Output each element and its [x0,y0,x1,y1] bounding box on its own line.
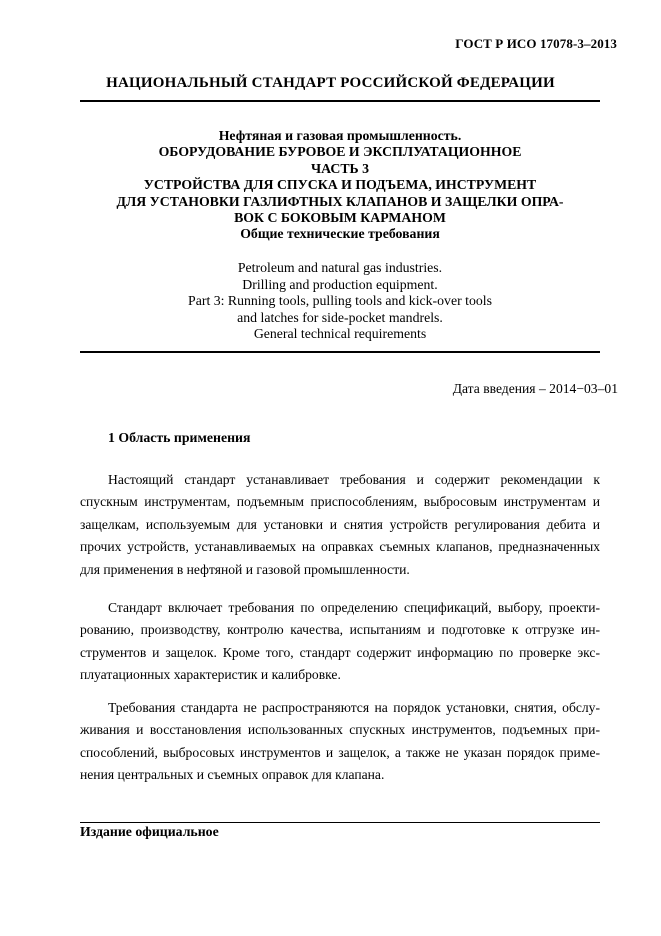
paragraph-line: для применения в нефтяной и газовой промышленности. [80,561,410,577]
paragraph-line: рованию, производству, контролю качества, испытаниям и подготовке к отгрузке ин- [80,622,600,638]
paragraph-line: Требования стандарта не распространяются на порядок установки, снятия, обслу- [108,700,600,715]
english-title-line: Drilling and production equipment. [242,276,438,292]
paragraph-line: прочих устройств, устанавливаемых на оправках съемных клапанов, предназначенных [80,539,600,555]
paragraph-line: плуатационных характеристик и калибровке. [80,667,341,683]
paragraph-line: Настоящий стандарт устанавливает требования и содержит рекомендации к [108,472,600,487]
paragraph-line: способлений, выбросовых инструментов и защелок, а также не указан порядок приме- [80,744,600,760]
russian-title-line: ЧАСТЬ 3 [310,160,370,176]
paragraph-3 [80,697,600,787]
russian-title-block [80,128,600,243]
russian-title-line: ДЛЯ УСТАНОВКИ ГАЗЛИФТНЫХ КЛАПАНОВ И ЗАЩЕЛКИ ОПРА- [116,193,564,209]
english-title-line: Part 3: Running tools, pulling tools and kick-over tools [188,293,492,309]
paragraph-line: струментов и защелок. Кроме того, стандарт содержит информацию по проверке экс- [80,644,600,660]
russian-title-line: ОБОРУДОВАНИЕ БУРОВОЕ И ЭКСПЛУАТАЦИОННОЕ [158,144,522,160]
english-title-line: General technical requirements [253,326,427,342]
english-title-block [80,260,600,343]
introduction-date: Дата введения – 2014−03–01 [452,381,618,396]
russian-title-line: Нефтяная и газовая промышленность. [218,128,462,143]
english-title-line: and latches for side-pocket mandrels. [237,309,443,325]
section-heading: 1 Область применения [108,430,251,445]
title-divider [80,351,600,353]
document-code: ГОСТ Р ИСО 17078-3–2013 [455,36,617,51]
paragraph-line: живания и восстановления использованных спускных инструментов, подъемных при- [80,722,600,738]
national-standard-heading: НАЦИОНАЛЬНЫЙ СТАНДАРТ РОССИЙСКОЙ ФЕДЕРАЦИИ [106,75,555,91]
paragraph-line: нения центральных и съемных оправок для клапана. [80,767,385,783]
footer-divider [80,822,600,823]
top-divider [80,100,600,102]
paragraph-line: защелкам, используемым для установки и снятия устройств регулирования дебита и [80,516,600,532]
paragraph-line: Стандарт включает требования по определению спецификаций, выбору, проекти- [108,600,600,615]
paragraph-2 [80,597,600,687]
english-title-line: Petroleum and natural gas industries. [237,260,443,275]
paragraph-1 [80,469,600,581]
paragraph-line: спускным инструментам, подъемным приспособлениям, выбросовым инструментам и [80,494,600,510]
russian-title-line: УСТРОЙСТВА ДЛЯ СПУСКА И ПОДЪЕМА, ИНСТРУМЕНТ [143,177,537,193]
official-edition-label: Издание официальное [80,824,219,839]
russian-title-line: Общие технические требования [240,226,440,242]
russian-title-line: ВОК С БОКОВЫМ КАРМАНОМ [234,210,446,226]
